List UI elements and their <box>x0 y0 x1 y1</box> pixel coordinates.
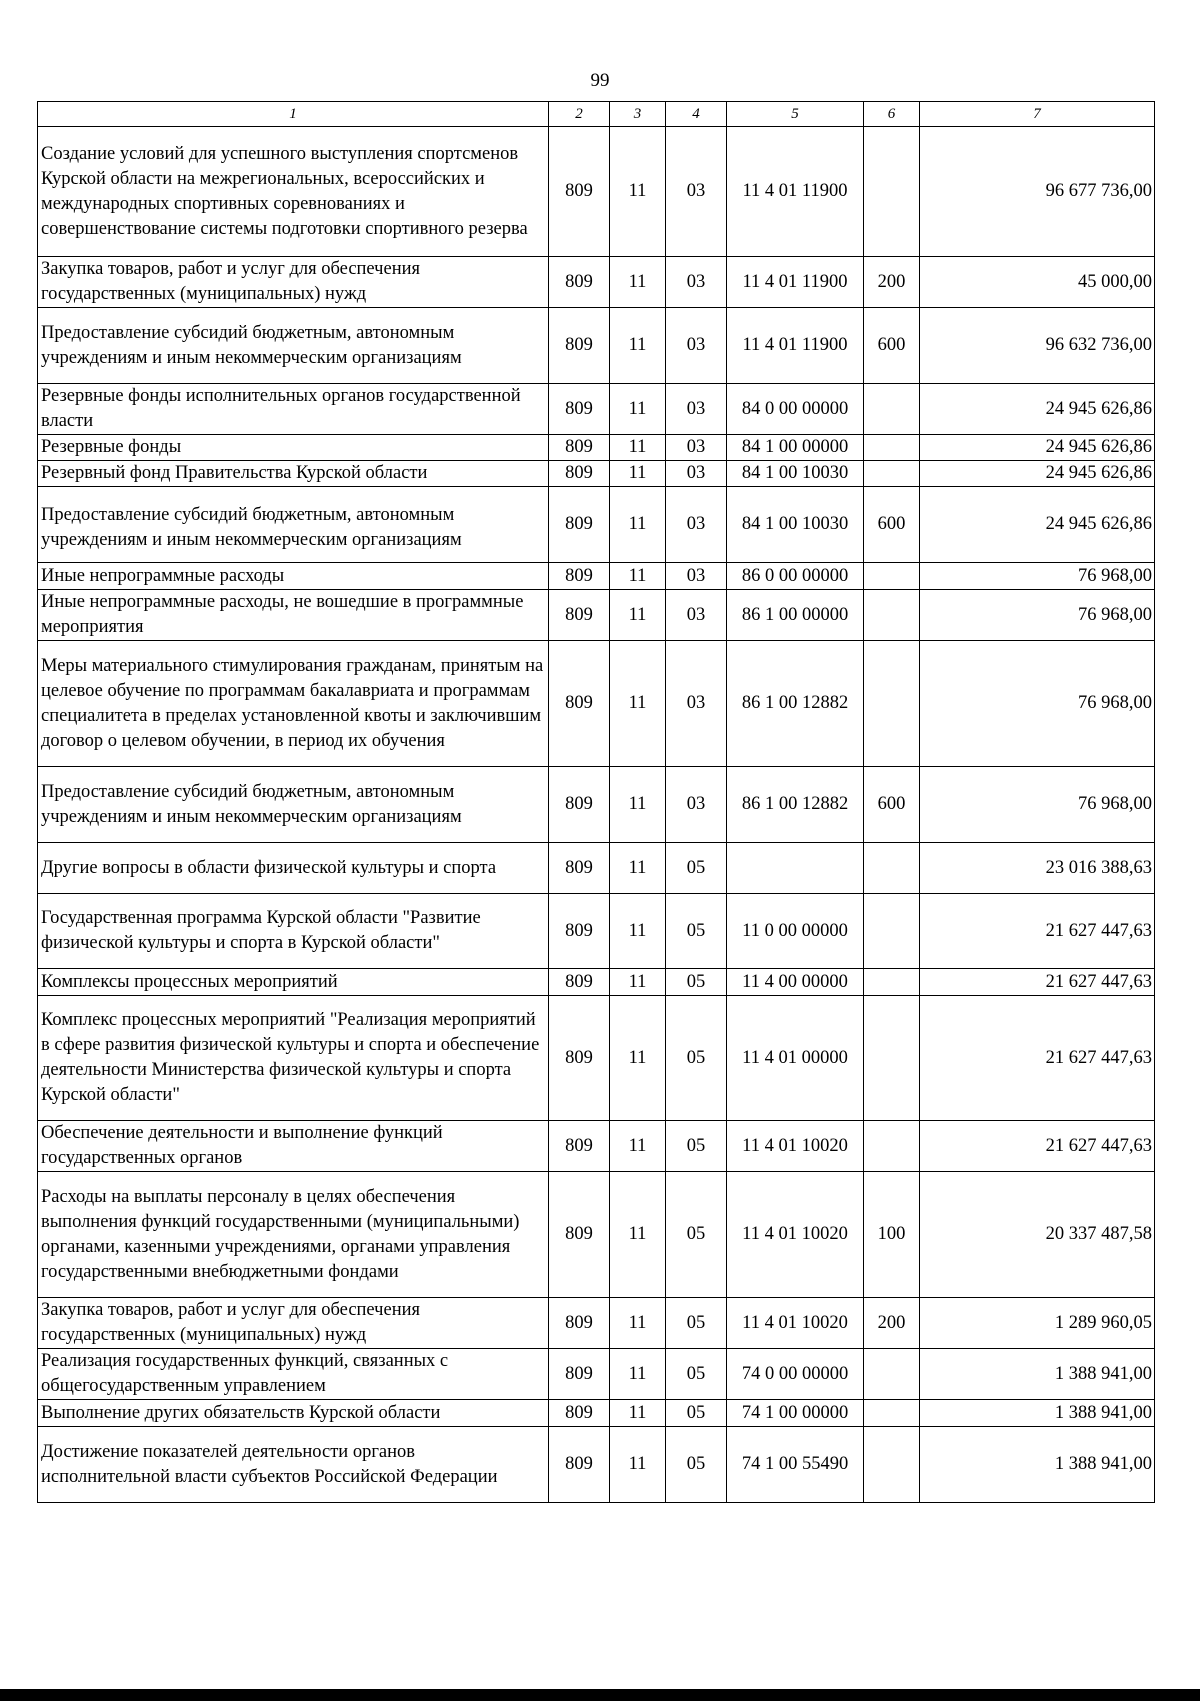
col-3-code: 11 <box>610 894 666 969</box>
header-col-3: 3 <box>610 102 666 127</box>
col-4-code: 05 <box>666 996 727 1121</box>
col-3-code: 11 <box>610 308 666 384</box>
col-2-code: 809 <box>549 461 610 487</box>
scan-bottom-edge <box>0 1689 1200 1701</box>
item-name: Предоставление субсидий бюджетным, автономным учреждениям и иным некоммерческим организациям <box>38 767 549 843</box>
col-7-amount: 21 627 447,63 <box>920 1121 1155 1172</box>
table-row <box>38 1427 1155 1503</box>
col-4-code: 05 <box>666 969 727 996</box>
header-col-5: 5 <box>727 102 864 127</box>
col-4-code: 03 <box>666 435 727 461</box>
col-5-code: 11 4 00 00000 <box>727 969 864 996</box>
col-4-code: 05 <box>666 1172 727 1298</box>
col-2-code: 809 <box>549 127 610 257</box>
col-6-code: 600 <box>864 767 920 843</box>
item-name: Создание условий для успешного выступления спортсменов Курской области на межрегиональных, всероссийских и международных спортивных соревнованиях и совершенствование системы подготовки спортивного резерва <box>38 127 549 257</box>
table-row <box>38 435 1155 461</box>
col-5-code: 74 1 00 55490 <box>727 1427 864 1503</box>
col-2-code: 809 <box>549 996 610 1121</box>
col-4-code: 03 <box>666 461 727 487</box>
col-5-code: 11 4 01 10020 <box>727 1172 864 1298</box>
col-7-amount: 24 945 626,86 <box>920 384 1155 435</box>
item-name: Предоставление субсидий бюджетным, автономным учреждениям и иным некоммерческим организациям <box>38 308 549 384</box>
table-row <box>38 969 1155 996</box>
header-col-1: 1 <box>38 102 549 127</box>
header-col-6: 6 <box>864 102 920 127</box>
table-row <box>38 590 1155 641</box>
col-2-code: 809 <box>549 1349 610 1400</box>
col-7-amount: 1 388 941,00 <box>920 1400 1155 1427</box>
table-row <box>38 563 1155 590</box>
col-4-code: 05 <box>666 894 727 969</box>
col-6-code <box>864 894 920 969</box>
col-6-code: 600 <box>864 308 920 384</box>
col-6-code <box>864 996 920 1121</box>
col-3-code: 11 <box>610 1349 666 1400</box>
col-3-code: 11 <box>610 641 666 767</box>
col-7-amount: 76 968,00 <box>920 767 1155 843</box>
col-4-code: 05 <box>666 1427 727 1503</box>
col-6-code: 100 <box>864 1172 920 1298</box>
col-6-code <box>864 590 920 641</box>
col-6-code <box>864 1349 920 1400</box>
item-name: Комплекс процессных мероприятий "Реализация мероприятий в сфере развития физической культуры и спорта и обеспечение деятельности Министерства физической культуры и спорта Курской области" <box>38 996 549 1121</box>
col-2-code: 809 <box>549 1121 610 1172</box>
col-7-amount: 20 337 487,58 <box>920 1172 1155 1298</box>
col-2-code: 809 <box>549 384 610 435</box>
col-4-code: 05 <box>666 1298 727 1349</box>
header-col-2: 2 <box>549 102 610 127</box>
col-4-code: 03 <box>666 563 727 590</box>
col-2-code: 809 <box>549 487 610 563</box>
col-6-code: 200 <box>864 1298 920 1349</box>
col-6-code <box>864 127 920 257</box>
col-5-code: 86 0 00 00000 <box>727 563 864 590</box>
col-7-amount: 21 627 447,63 <box>920 996 1155 1121</box>
col-3-code: 11 <box>610 590 666 641</box>
col-6-code <box>864 1427 920 1503</box>
table-row <box>38 641 1155 767</box>
col-3-code: 11 <box>610 1427 666 1503</box>
item-name: Обеспечение деятельности и выполнение функций государственных органов <box>38 1121 549 1172</box>
col-2-code: 809 <box>549 641 610 767</box>
col-4-code: 03 <box>666 127 727 257</box>
col-3-code: 11 <box>610 767 666 843</box>
header-row <box>38 102 1155 127</box>
item-name: Резервные фонды <box>38 435 549 461</box>
col-7-amount: 96 677 736,00 <box>920 127 1155 257</box>
col-7-amount: 76 968,00 <box>920 563 1155 590</box>
table-row <box>38 894 1155 969</box>
col-7-amount: 76 968,00 <box>920 590 1155 641</box>
table-row <box>38 1349 1155 1400</box>
col-3-code: 11 <box>610 969 666 996</box>
col-3-code: 11 <box>610 487 666 563</box>
col-2-code: 809 <box>549 767 610 843</box>
col-3-code: 11 <box>610 435 666 461</box>
col-4-code: 03 <box>666 384 727 435</box>
table-row <box>38 843 1155 894</box>
col-4-code: 05 <box>666 1400 727 1427</box>
item-name: Меры материального стимулирования гражданам, принятым на целевое обучение по программам бакалавриата и программам специалитета в пределах установленной квоты и заключившим договор о целевом обучении, в период их обучения <box>38 641 549 767</box>
col-2-code: 809 <box>549 1298 610 1349</box>
col-4-code: 03 <box>666 308 727 384</box>
col-5-code: 86 1 00 12882 <box>727 767 864 843</box>
col-2-code: 809 <box>549 969 610 996</box>
table-row <box>38 1400 1155 1427</box>
col-7-amount: 96 632 736,00 <box>920 308 1155 384</box>
col-7-amount: 45 000,00 <box>920 257 1155 308</box>
col-3-code: 11 <box>610 1172 666 1298</box>
col-6-code <box>864 843 920 894</box>
table-row <box>38 461 1155 487</box>
item-name: Государственная программа Курской области "Развитие физической культуры и спорта в Курской области" <box>38 894 549 969</box>
col-6-code: 600 <box>864 487 920 563</box>
table-row <box>38 996 1155 1121</box>
col-5-code: 11 4 01 00000 <box>727 996 864 1121</box>
item-name: Иные непрограммные расходы <box>38 563 549 590</box>
col-5-code: 74 1 00 00000 <box>727 1400 864 1427</box>
col-2-code: 809 <box>549 590 610 641</box>
item-name: Реализация государственных функций, связанных с общегосударственным управлением <box>38 1349 549 1400</box>
item-name: Другие вопросы в области физической культуры и спорта <box>38 843 549 894</box>
col-2-code: 809 <box>549 308 610 384</box>
col-6-code <box>864 435 920 461</box>
col-6-code: 200 <box>864 257 920 308</box>
table-row <box>38 767 1155 843</box>
item-name: Расходы на выплаты персоналу в целях обеспечения выполнения функций государственными (муниципальными) органами, казенными учреждениями, органами управления государственными внебюджетными фондами <box>38 1172 549 1298</box>
col-7-amount: 24 945 626,86 <box>920 435 1155 461</box>
col-4-code: 03 <box>666 257 727 308</box>
col-4-code: 03 <box>666 767 727 843</box>
budget-table <box>37 101 1155 1503</box>
col-3-code: 11 <box>610 384 666 435</box>
col-5-code: 84 1 00 10030 <box>727 487 864 563</box>
table-row <box>38 384 1155 435</box>
table-row <box>38 308 1155 384</box>
col-3-code: 11 <box>610 996 666 1121</box>
col-5-code <box>727 843 864 894</box>
col-4-code: 03 <box>666 590 727 641</box>
item-name: Иные непрограммные расходы, не вошедшие в программные мероприятия <box>38 590 549 641</box>
col-5-code: 11 0 00 00000 <box>727 894 864 969</box>
col-2-code: 809 <box>549 1400 610 1427</box>
col-6-code <box>864 1121 920 1172</box>
col-2-code: 809 <box>549 894 610 969</box>
table-row <box>38 1298 1155 1349</box>
col-7-amount: 1 289 960,05 <box>920 1298 1155 1349</box>
col-3-code: 11 <box>610 1298 666 1349</box>
col-5-code: 84 1 00 10030 <box>727 461 864 487</box>
header-col-4: 4 <box>666 102 727 127</box>
col-7-amount: 21 627 447,63 <box>920 969 1155 996</box>
col-6-code <box>864 969 920 996</box>
item-name: Выполнение других обязательств Курской области <box>38 1400 549 1427</box>
col-2-code: 809 <box>549 1427 610 1503</box>
col-3-code: 11 <box>610 127 666 257</box>
col-3-code: 11 <box>610 1400 666 1427</box>
col-6-code <box>864 563 920 590</box>
col-6-code <box>864 1400 920 1427</box>
col-5-code: 84 0 00 00000 <box>727 384 864 435</box>
col-2-code: 809 <box>549 843 610 894</box>
col-3-code: 11 <box>610 257 666 308</box>
col-5-code: 11 4 01 10020 <box>727 1298 864 1349</box>
col-3-code: 11 <box>610 1121 666 1172</box>
col-3-code: 11 <box>610 461 666 487</box>
col-4-code: 05 <box>666 843 727 894</box>
col-6-code <box>864 641 920 767</box>
col-7-amount: 23 016 388,63 <box>920 843 1155 894</box>
header-col-7: 7 <box>920 102 1155 127</box>
item-name: Предоставление субсидий бюджетным, автономным учреждениям и иным некоммерческим организациям <box>38 487 549 563</box>
table-row <box>38 487 1155 563</box>
col-7-amount: 1 388 941,00 <box>920 1349 1155 1400</box>
col-5-code: 84 1 00 00000 <box>727 435 864 461</box>
col-3-code: 11 <box>610 843 666 894</box>
col-6-code <box>864 384 920 435</box>
col-5-code: 11 4 01 11900 <box>727 257 864 308</box>
col-2-code: 809 <box>549 563 610 590</box>
table-row <box>38 127 1155 257</box>
col-6-code <box>864 461 920 487</box>
col-5-code: 11 4 01 10020 <box>727 1121 864 1172</box>
table-row <box>38 1121 1155 1172</box>
col-4-code: 03 <box>666 487 727 563</box>
item-name: Комплексы процессных мероприятий <box>38 969 549 996</box>
col-4-code: 05 <box>666 1121 727 1172</box>
col-2-code: 809 <box>549 257 610 308</box>
table-row <box>38 1172 1155 1298</box>
col-7-amount: 24 945 626,86 <box>920 461 1155 487</box>
col-7-amount: 76 968,00 <box>920 641 1155 767</box>
col-7-amount: 1 388 941,00 <box>920 1427 1155 1503</box>
col-2-code: 809 <box>549 1172 610 1298</box>
item-name: Закупка товаров, работ и услуг для обеспечения государственных (муниципальных) нужд <box>38 257 549 308</box>
col-5-code: 11 4 01 11900 <box>727 127 864 257</box>
item-name: Резервные фонды исполнительных органов государственной власти <box>38 384 549 435</box>
table-row <box>38 257 1155 308</box>
col-4-code: 03 <box>666 641 727 767</box>
col-4-code: 05 <box>666 1349 727 1400</box>
col-7-amount: 21 627 447,63 <box>920 894 1155 969</box>
item-name: Закупка товаров, работ и услуг для обеспечения государственных (муниципальных) нужд <box>38 1298 549 1349</box>
col-5-code: 11 4 01 11900 <box>727 308 864 384</box>
item-name: Достижение показателей деятельности органов исполнительной власти субъектов Российской Федерации <box>38 1427 549 1503</box>
col-5-code: 74 0 00 00000 <box>727 1349 864 1400</box>
col-2-code: 809 <box>549 435 610 461</box>
page-number: 99 <box>590 70 610 91</box>
col-5-code: 86 1 00 00000 <box>727 590 864 641</box>
item-name: Резервный фонд Правительства Курской области <box>38 461 549 487</box>
col-7-amount: 24 945 626,86 <box>920 487 1155 563</box>
col-5-code: 86 1 00 12882 <box>727 641 864 767</box>
col-3-code: 11 <box>610 563 666 590</box>
